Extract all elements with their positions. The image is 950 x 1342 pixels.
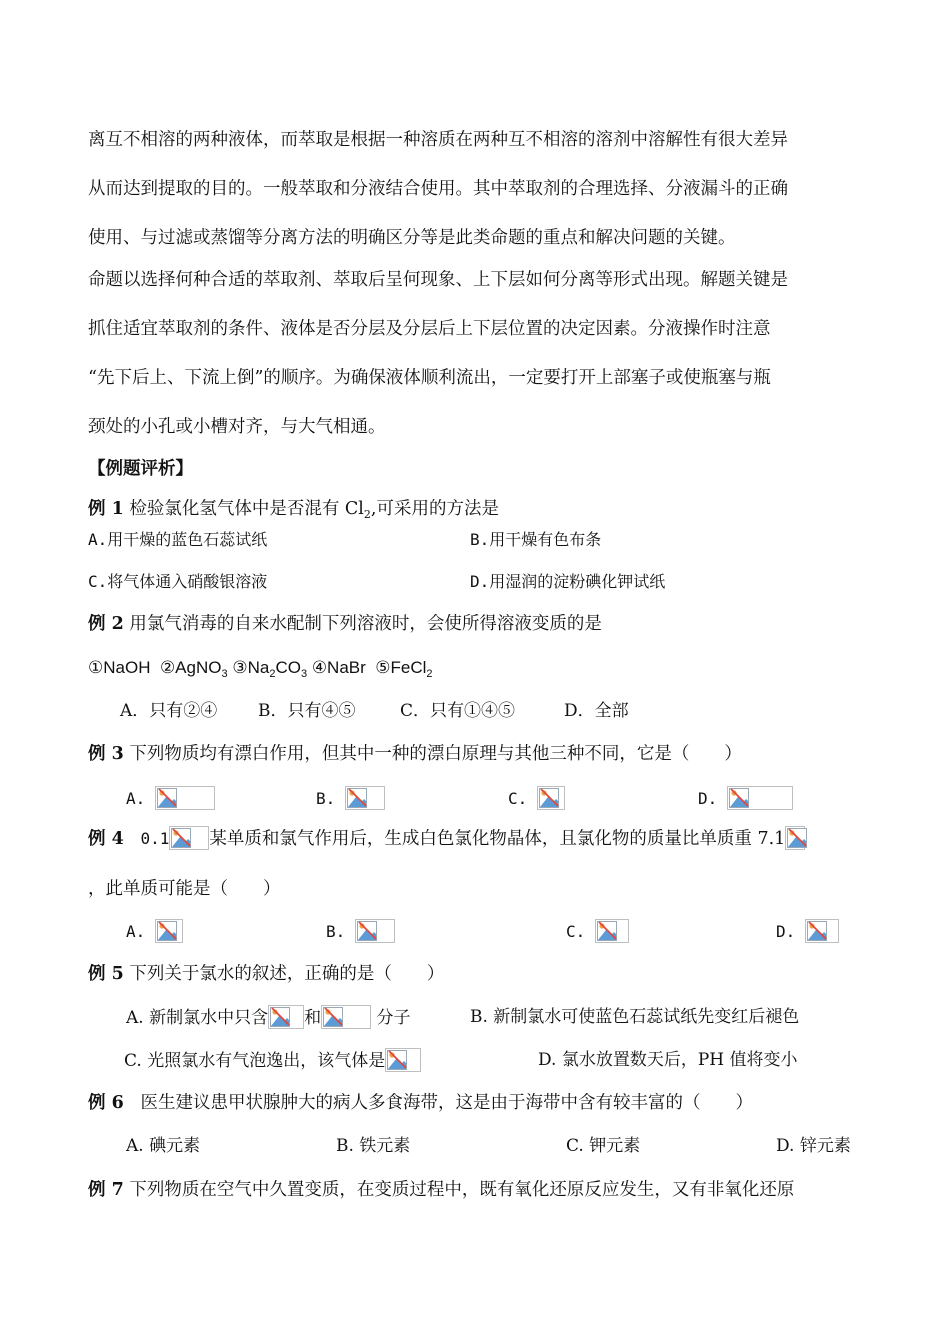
example-4-stem <box>88 826 805 851</box>
broken-image-icon <box>268 1005 304 1029</box>
item-4: ④NaBr <box>311 658 366 677</box>
broken-image-icon <box>385 1048 421 1072</box>
item-1: ①NaOH <box>88 658 151 677</box>
example-4-text: 某单质和氯气作用后，生成白色氯化物晶体，且氯化物的质量比单质重 7.1 <box>209 829 786 849</box>
example-6-option-a: A. 碘元素 <box>126 1136 201 1156</box>
broken-image-icon <box>169 826 209 850</box>
example-1-option-c: C.将气体通入硝酸银溶液 <box>88 572 268 591</box>
paragraph-line-7: 颈处的小孔或小槽对齐，与大气相通。 <box>88 417 386 437</box>
example-1-subscript: 2 <box>363 508 371 521</box>
example-6-stem <box>88 1091 753 1115</box>
broken-image-icon <box>345 786 385 810</box>
example-5-text: 下列关于氯水的叙述，正确的是（ ） <box>129 964 445 984</box>
broken-image-icon <box>727 786 793 810</box>
item-5: ⑤FeCl$_2$ <box>375 658 433 680</box>
example-4-stem-end: ，此单质可能是（ ） <box>88 879 281 899</box>
example-4-amount: 0.1 <box>140 829 170 848</box>
example-1-option-b: B.用干燥有色布条 <box>470 530 602 549</box>
example-2-stem <box>88 612 602 636</box>
broken-image-icon <box>155 786 215 810</box>
section-heading: 【例题评析】 <box>88 459 193 479</box>
example-3-stem <box>88 742 742 766</box>
example-4-option-b: B. <box>326 919 395 944</box>
example-6-text: 医生建议患甲状腺肿大的病人多食海带，这是由于海带中含有较丰富的（ ） <box>140 1093 753 1113</box>
example-1-option-d: D.用湿润的淀粉碘化钾试纸 <box>470 572 666 591</box>
example-1-label: 例 1 <box>88 499 124 519</box>
broken-image-icon <box>537 786 565 810</box>
example-7-label: 例 7 <box>88 1180 124 1200</box>
broken-image-icon <box>595 919 629 943</box>
example-3-label: 例 3 <box>88 744 124 764</box>
example-2-items <box>88 656 433 680</box>
broken-image-icon <box>785 826 805 850</box>
example-1-stem <box>88 497 499 521</box>
paragraph-line-6: “先下后上、下流上倒”的顺序。为确保液体顺利流出，一定要打开上部塞子或使瓶塞与瓶 <box>88 368 771 388</box>
example-4-label: 例 4 <box>88 829 124 849</box>
example-6-option-b: B. 铁元素 <box>336 1136 411 1156</box>
example-6-option-d: D. 锌元素 <box>776 1136 851 1156</box>
example-5-option-b: B. 新制氯水可使蓝色石蕊试纸先变红后褪色 <box>470 1007 800 1027</box>
example-6-label: 例 6 <box>88 1093 124 1113</box>
example-5-option-a: A. 新制氯水中只含 和 分子 <box>126 1005 411 1030</box>
paragraph-line-5: 抓住适宜萃取剂的条件、液体是否分层及分层后上下层位置的决定因素。分液操作时注意 <box>88 319 771 339</box>
item-2: ②AgNO$_3$ <box>159 658 228 680</box>
example-4-option-c: C. <box>566 919 629 944</box>
example-7-stem <box>88 1178 794 1202</box>
example-3-option-a: A. <box>126 786 215 811</box>
example-3-option-b: B. <box>316 786 385 811</box>
item-3: $③Na_2CO_3$ <box>232 658 308 680</box>
paragraph-line-3: 使用、与过滤或蒸馏等分离方法的明确区分等是此类命题的重点和解决问题的关键。 <box>88 228 736 248</box>
paragraph-line-2: 从而达到提取的目的。一般萃取和分液结合使用。其中萃取剂的合理选择、分液漏斗的正确 <box>88 179 788 199</box>
example-7-text: 下列物质在空气中久置变质，在变质过程中，既有氧化还原反应发生，又有非氧化还原 <box>129 1180 795 1200</box>
paragraph-line-4: 命题以选择何种合适的萃取剂、萃取后呈何现象、上下层如何分离等形式出现。解题关键是 <box>88 270 788 290</box>
example-1-text: 检验氯化氢气体中是否混有 Cl <box>129 499 364 519</box>
example-5-stem <box>88 962 444 986</box>
example-3-text: 下列物质均有漂白作用，但其中一种的漂白原理与其他三种不同，它是（ ） <box>129 744 742 764</box>
example-5-option-c: C. 光照氯水有气泡逸出，该气体是 <box>124 1048 421 1073</box>
example-2-label: 例 2 <box>88 614 124 634</box>
example-5-option-d: D. 氯水放置数天后，PH 值将变小 <box>538 1050 798 1070</box>
example-2-option-a: A．只有②④ <box>120 701 218 721</box>
broken-image-icon <box>155 919 183 943</box>
example-3-option-d: D. <box>698 786 793 811</box>
broken-image-icon <box>321 1005 371 1029</box>
paragraph-line-1: 离互不相溶的两种液体，而萃取是根据一种溶质在两种互不相溶的溶剂中溶解性有很大差异 <box>88 130 788 150</box>
example-1-text-end: ,可采用的方法是 <box>370 499 499 519</box>
example-3-option-c: C. <box>508 786 565 811</box>
example-2-text: 用氯气消毒的自来水配制下列溶液时，会使所得溶液变质的是 <box>129 614 602 634</box>
example-5-label: 例 5 <box>88 964 124 984</box>
example-2-option-d: D．全部 <box>564 701 629 721</box>
broken-image-icon <box>355 919 395 943</box>
example-6-option-c: C. 钾元素 <box>566 1136 641 1156</box>
example-2-option-c: C．只有①④⑤ <box>400 701 516 721</box>
example-1-option-a: A.用干燥的蓝色石蕊试纸 <box>88 530 268 549</box>
example-4-option-d: D. <box>776 919 839 944</box>
example-4-option-a: A. <box>126 919 183 944</box>
example-2-option-b: B．只有④⑤ <box>258 701 356 721</box>
broken-image-icon <box>805 919 839 943</box>
